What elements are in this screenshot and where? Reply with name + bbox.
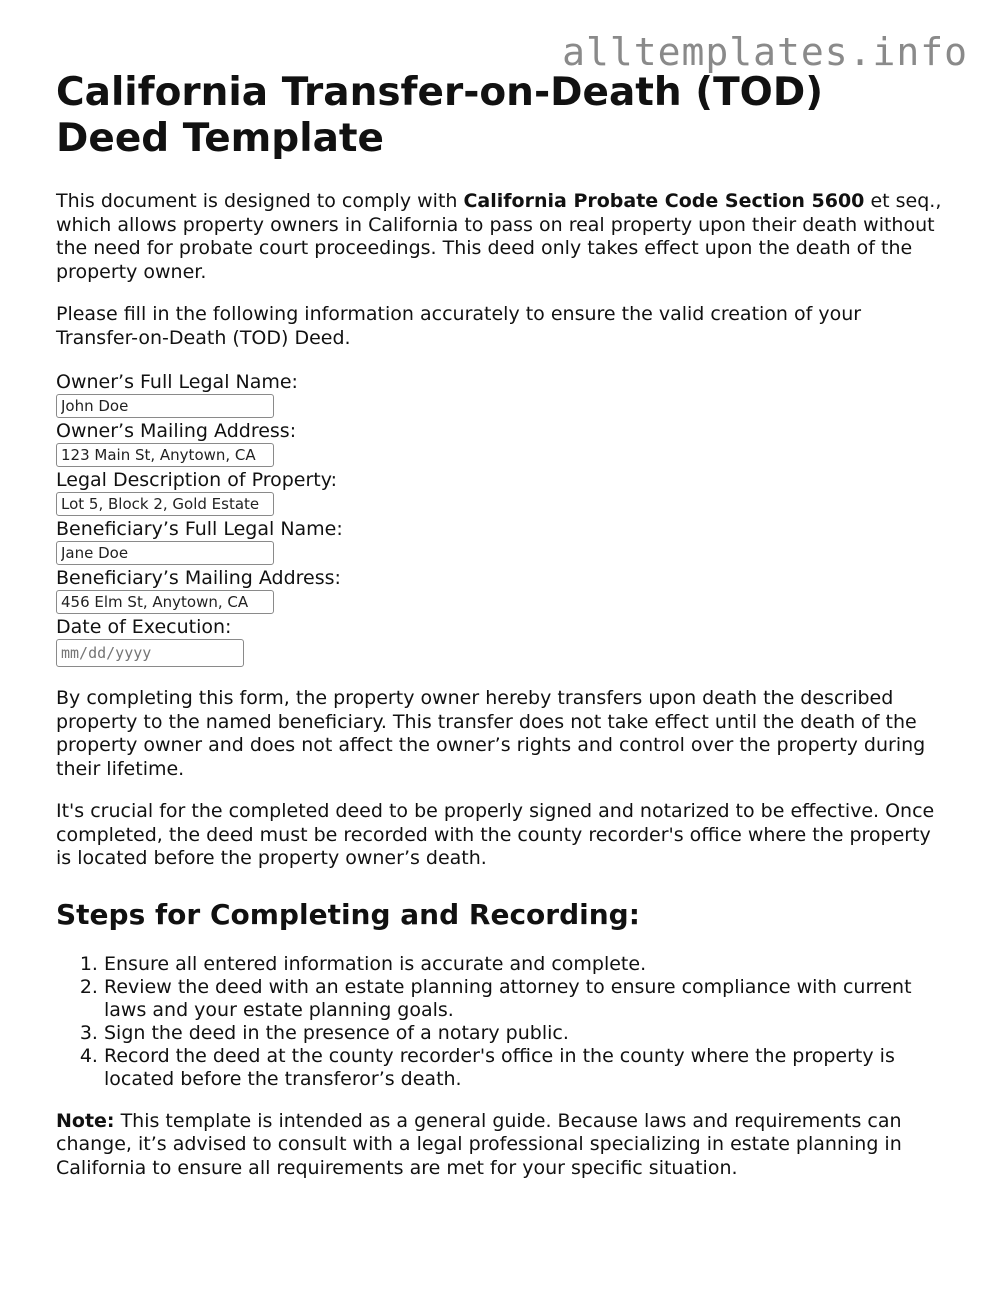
owner-name-input[interactable] [56,394,274,418]
note-label: Note: [56,1109,115,1132]
page-title: California Transfer-on-Death (TOD) Deed Template [56,70,824,161]
beneficiary-name-label: Beneficiary’s Full Legal Name: [56,518,343,540]
step-item: 4. Record the deed at the county recorder's office in the county where the property is located before the transferor’s death. [104,1045,946,1091]
execution-date-input[interactable] [56,639,244,667]
tod-deed-form [56,370,946,667]
note-paragraph [56,1110,946,1181]
probate-code-reference: California Probate Code Section 5600 [463,190,865,212]
step-item: 3. Sign the deed in the presence of a notary public. [104,1022,946,1045]
intro-paragraph [56,190,946,284]
transfer-paragraph: By completing this form, the property owner hereby transfers upon death the described property to the named beneficiary. This transfer does not take effect until the death of the property owner and does not affect the owner’s rights and control over the property during their lifetime. [56,687,926,780]
owner-address-input[interactable] [56,443,274,467]
intro-prefix: This document is designed to comply with [56,190,464,212]
property-description-input[interactable] [56,492,274,516]
step-item: 1. Ensure all entered information is accurate and complete. [104,953,946,976]
note-text: This template is intended as a general guide. Because laws and requirements can change, it’s advised to consult with a legal professional specializing in estate planning in California to ensure all requirements are met for your specific situation. [56,1109,902,1179]
beneficiary-address-label: Beneficiary’s Mailing Address: [56,567,341,589]
recording-paragraph: It's crucial for the completed deed to be properly signed and notarized to be effective. Once completed, the deed must be recorded with the county recorder's office where the property is located before the property owner’s death. [56,800,935,869]
step-item: 2. Review the deed with an estate planning attorney to ensure compliance with current laws and your estate planning goals. [104,976,946,1022]
owner-name-label: Owner’s Full Legal Name: [56,371,298,393]
steps-list [56,953,946,1091]
beneficiary-address-input[interactable] [56,590,274,614]
steps-heading: Steps for Completing and Recording: [56,897,640,931]
property-description-label: Legal Description of Property: [56,469,337,491]
watermark: alltemplates.info [562,30,968,74]
instructions-paragraph: Please fill in the following information accurately to ensure the valid creation of your Transfer-on-Death (TOD) Deed. [56,303,862,349]
owner-address-label: Owner’s Mailing Address: [56,420,297,442]
intro-suffix: et seq., which allows property owners in California to pass on real property upon their death without the need for probate court proceedings. This deed only takes effect upon the death of the property owner. [56,190,942,283]
beneficiary-name-input[interactable] [56,541,274,565]
document [56,70,946,1180]
execution-date-label: Date of Execution: [56,616,232,638]
